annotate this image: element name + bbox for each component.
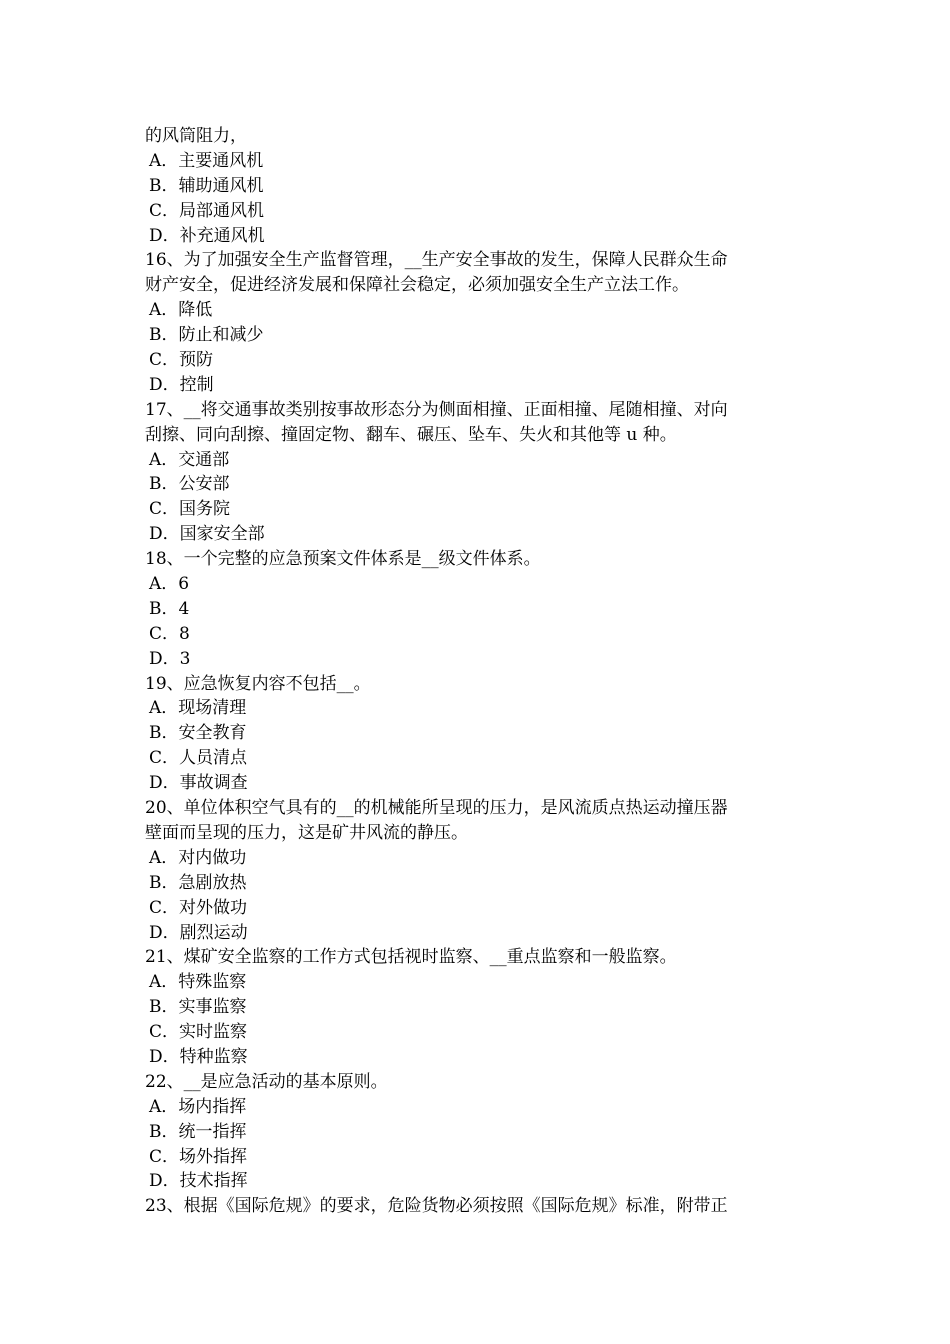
answer-option: A．降低: [149, 300, 213, 321]
question-text-line: 23、根据《国际危规》的要求，危险货物必须按照《国际危规》标准，附带正: [145, 1196, 728, 1217]
answer-option: D．3: [149, 648, 191, 669]
question-text-line: 21、煤矿安全监察的工作方式包括视时监察、__重点监察和一般监察。: [145, 947, 677, 968]
question-text-line: 22、__是应急活动的基本原则。: [145, 1071, 388, 1092]
question-text-line: 的风筒阻力，: [145, 126, 247, 146]
answer-option: D．特种监察: [149, 1046, 248, 1067]
answer-option: C．场外指挥: [149, 1146, 248, 1167]
answer-option: A．现场清理: [149, 698, 247, 719]
answer-option: D．补充通风机: [149, 225, 265, 246]
question-text-line: 刮擦、同向刮擦、撞固定物、翻车、碾压、坠车、失火和其他等 u 种。: [145, 424, 677, 445]
answer-option: D．国家安全部: [149, 524, 265, 545]
answer-option: C．局部通风机: [149, 200, 265, 221]
answer-option: B．实事监察: [149, 997, 247, 1018]
answer-option: B．统一指挥: [149, 1121, 247, 1142]
question-text-line: 20、单位体积空气具有的__的机械能所呈现的压力，是风流质点热运动撞压器: [145, 798, 728, 819]
answer-option: A．特殊监察: [149, 972, 247, 993]
answer-option: B．防止和减少: [149, 325, 264, 346]
answer-option: C．实时监察: [149, 1022, 248, 1043]
answer-option: C．人员清点: [149, 748, 248, 769]
answer-option: B．安全教育: [149, 723, 247, 744]
answer-option: B．急剧放热: [149, 872, 247, 893]
answer-option: D．事故调查: [149, 773, 248, 794]
answer-option: C．预防: [149, 350, 214, 371]
answer-option: A．场内指挥: [149, 1096, 247, 1117]
question-text-line: 16、为了加强安全生产监督管理，__生产安全事故的发生，保障人民群众生命: [145, 250, 728, 271]
answer-option: D．技术指挥: [149, 1171, 248, 1192]
answer-option: D．控制: [149, 374, 214, 395]
question-text-line: 18、一个完整的应急预案文件体系是__级文件体系。: [145, 549, 541, 570]
question-text-line: 17、__将交通事故类别按事故形态分为侧面相撞、正面相撞、尾随相撞、对向: [145, 399, 728, 420]
question-text-line: 财产安全，促进经济发展和保障社会稳定，必须加强安全生产立法工作。: [145, 275, 689, 296]
answer-option: A．对内做功: [149, 847, 247, 868]
answer-option: C．8: [149, 623, 190, 644]
question-text-line: 壁面而呈现的压力，这是矿井风流的静压。: [145, 822, 468, 843]
answer-option: B．辅助通风机: [149, 175, 264, 196]
answer-option: B．公安部: [149, 474, 230, 495]
answer-option: A．6: [149, 574, 190, 595]
answer-option: A．交通部: [149, 449, 230, 470]
document-body: [145, 124, 810, 1219]
answer-option: C．国务院: [149, 499, 231, 520]
answer-option: C．对外做功: [149, 897, 248, 918]
question-text-line: 19、应急恢复内容不包括__。: [145, 673, 371, 694]
answer-option: B．4: [149, 598, 190, 619]
answer-option: D．剧烈运动: [149, 922, 248, 943]
answer-option: A．主要通风机: [149, 150, 264, 171]
